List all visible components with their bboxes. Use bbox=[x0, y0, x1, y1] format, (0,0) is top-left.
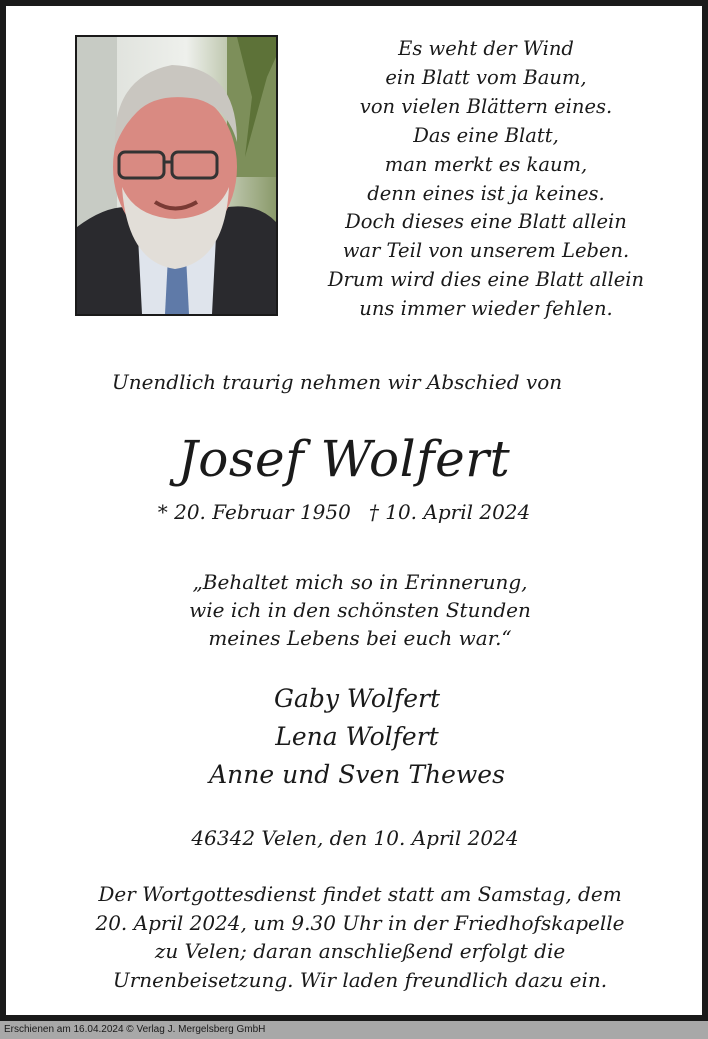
mourners-list bbox=[9, 680, 705, 794]
death-date: † 10. April 2024 bbox=[368, 500, 531, 524]
portrait-photo bbox=[75, 35, 278, 316]
service-line: Urnenbeisetzung. Wir laden freundlich dazu ein. bbox=[112, 967, 608, 992]
poem-line: Drum wird dies eine Blatt allein bbox=[327, 268, 645, 292]
quote-line: wie ich in den schönsten Stunden bbox=[189, 598, 531, 622]
memorial-quote bbox=[12, 568, 708, 652]
portrait-image bbox=[77, 37, 276, 314]
service-line: Der Wortgottesdienst findet statt am Samstag, dem bbox=[98, 882, 622, 906]
poem-line: Das eine Blatt, bbox=[413, 123, 559, 147]
service-line: zu Velen; daran anschließend erfolgt die bbox=[154, 939, 566, 963]
life-dates bbox=[0, 500, 692, 524]
poem-line: von vielen Blättern eines. bbox=[359, 94, 613, 118]
poem bbox=[306, 35, 666, 324]
poem-line: uns immer wieder fehlen. bbox=[359, 297, 613, 321]
quote-line: „Behaltet mich so in Erinnerung, bbox=[192, 570, 528, 594]
poem-line: ein Blatt vom Baum, bbox=[385, 65, 587, 89]
mourner-name: Anne und Sven Thewes bbox=[209, 760, 505, 789]
quote-line: meines Lebens bei euch war.“ bbox=[208, 626, 512, 650]
birth-date: * 20. Februar 1950 bbox=[157, 500, 351, 524]
service-notice bbox=[12, 880, 708, 994]
poem-line: Es weht der Wind bbox=[398, 37, 574, 60]
deceased-name: Josef Wolfert bbox=[177, 430, 511, 488]
poem-line: man merkt es kaum, bbox=[384, 152, 588, 176]
poem-line: Doch dieses eine Blatt allein bbox=[345, 210, 627, 234]
service-line: 20. April 2024, um 9.30 Uhr in der Friedhofskapelle bbox=[95, 910, 625, 935]
publication-footer: Erschienen am 16.04.2024 © Verlag J. Mergelsberg GmbH bbox=[0, 1021, 708, 1039]
place-and-date: 46342 Velen, den 10. April 2024 bbox=[191, 826, 519, 850]
poem-line: denn eines ist ja keines. bbox=[367, 181, 605, 205]
mourner-name: Lena Wolfert bbox=[275, 722, 439, 751]
intro-text: Unendlich traurig nehmen wir Abschied von bbox=[111, 370, 563, 394]
mourner-name: Gaby Wolfert bbox=[273, 684, 441, 713]
poem-line: war Teil von unserem Leben. bbox=[342, 239, 630, 263]
